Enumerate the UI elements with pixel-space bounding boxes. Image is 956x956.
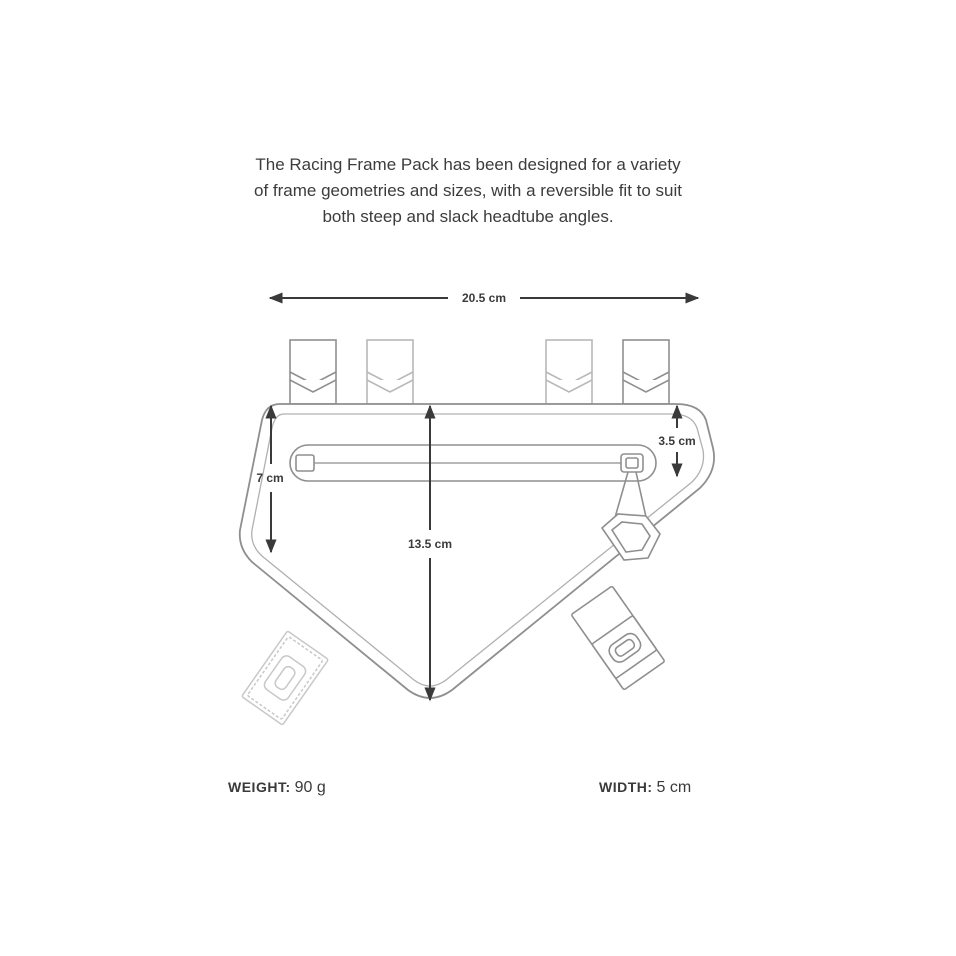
- top-strap-2: [367, 340, 413, 404]
- weight-label: WEIGHT:: [228, 779, 291, 795]
- lower-right-strap: [571, 586, 665, 690]
- lower-left-strap: [242, 631, 329, 725]
- weight-spec: [228, 779, 326, 797]
- width-value: 5 cm: [656, 779, 692, 796]
- description-line-3: both steep and slack headtube angles.: [322, 207, 614, 226]
- top-strap-1: [290, 340, 336, 404]
- length-label: 20.5 cm: [461, 291, 507, 305]
- weight-value: 90 g: [294, 779, 326, 796]
- zipper-slider: [621, 454, 643, 472]
- description-line-1: The Racing Frame Pack has been designed for a variety: [255, 155, 681, 174]
- width-spec: [599, 779, 691, 797]
- top-strap-4: [623, 340, 669, 404]
- zipper-end-stop: [296, 455, 314, 471]
- top-straps: [290, 340, 669, 404]
- description-line-2: of frame geometries and sizes, with a reversible fit to suit: [253, 181, 682, 200]
- front-height-label: 3.5 cm: [658, 434, 696, 448]
- rear-height-label: 7 cm: [256, 471, 284, 485]
- height-label: 13.5 cm: [407, 537, 453, 551]
- top-strap-3: [546, 340, 592, 404]
- width-label: WIDTH:: [599, 779, 653, 795]
